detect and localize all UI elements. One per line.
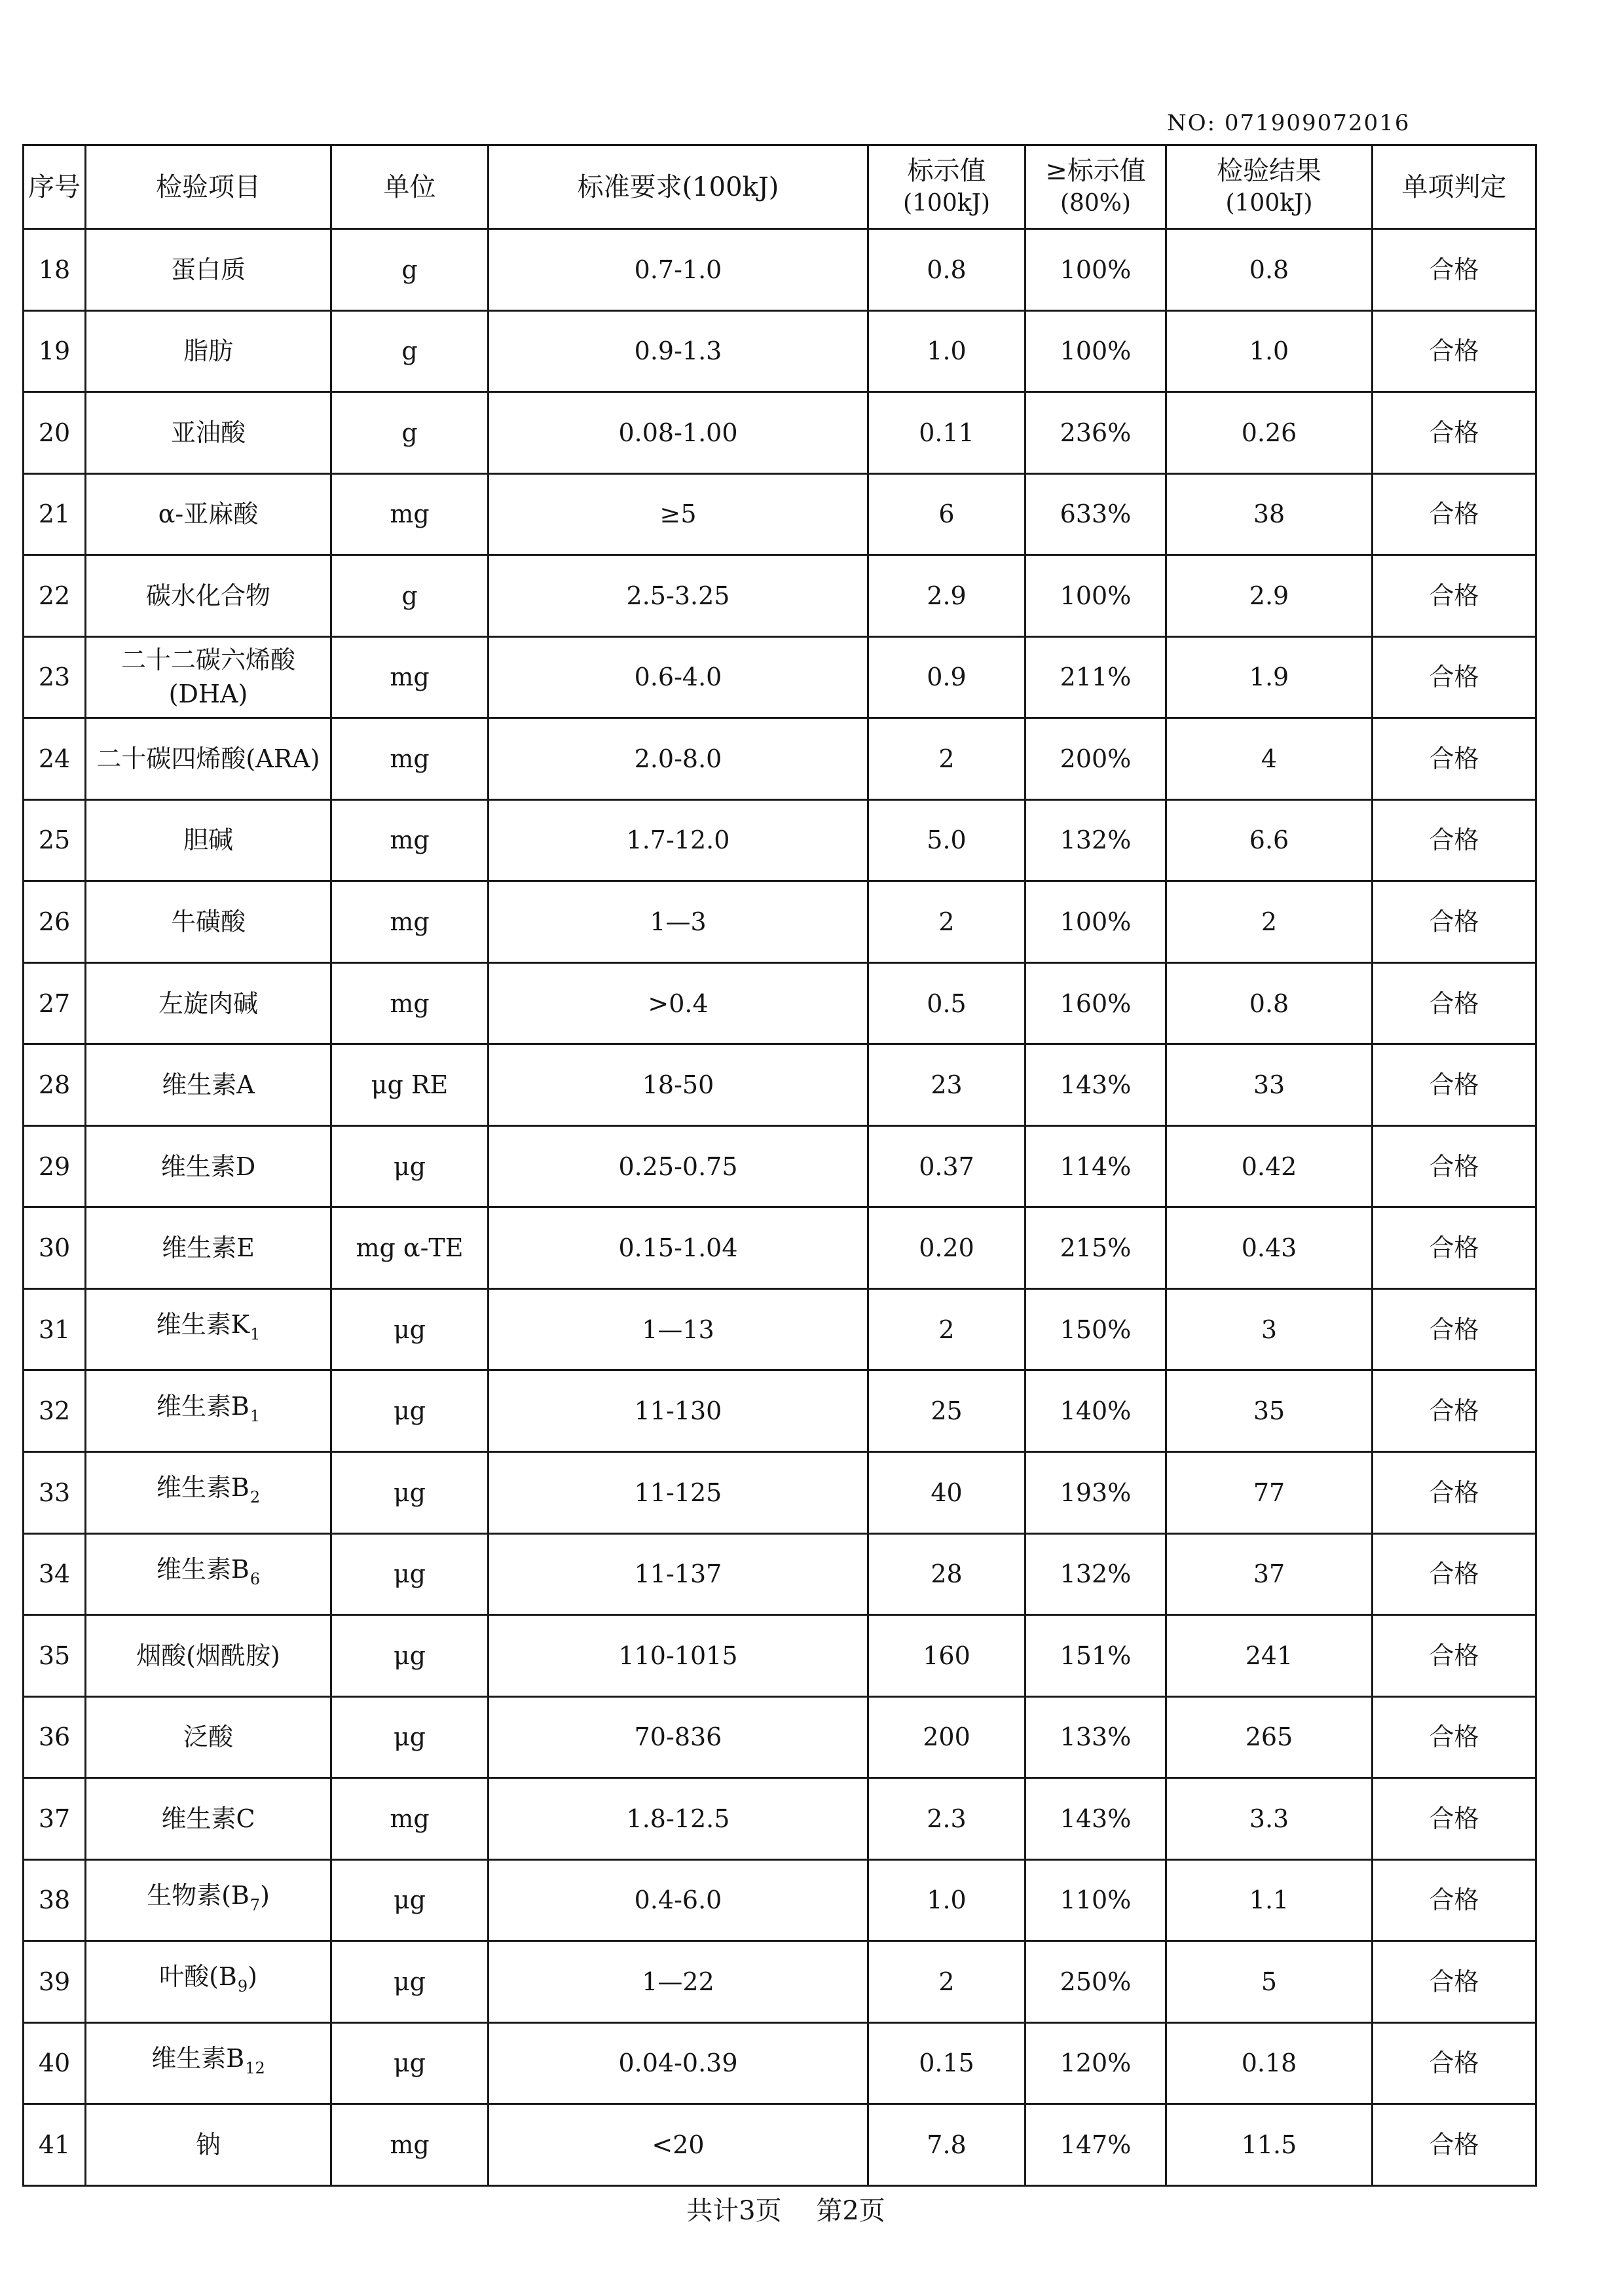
table-row bbox=[24, 1370, 1536, 1452]
cell-labeled-value: 28 bbox=[868, 1533, 1025, 1615]
cell-labeled-value: 0.37 bbox=[868, 1125, 1025, 1207]
cell-labeled-value: 5.0 bbox=[868, 799, 1025, 881]
cell-ratio: 132% bbox=[1025, 799, 1166, 881]
table-row bbox=[24, 2104, 1536, 2186]
cell-verdict: 合格 bbox=[1373, 1778, 1536, 1860]
cell-standard: 0.08-1.00 bbox=[489, 392, 868, 474]
cell-standard: 2.5-3.25 bbox=[489, 555, 868, 637]
cell-item bbox=[86, 1533, 331, 1615]
cell-unit: mg bbox=[331, 2104, 489, 2186]
header-standard: 标准要求(100kJ) bbox=[489, 145, 868, 229]
table-row bbox=[24, 1615, 1536, 1697]
cell-seq: 19 bbox=[24, 310, 86, 392]
table-row bbox=[24, 1859, 1536, 1941]
cell-item bbox=[86, 1044, 331, 1126]
header-verdict: 单项判定 bbox=[1373, 145, 1536, 229]
item-name: 维生素C bbox=[161, 1804, 255, 1833]
item-subscript: 7 bbox=[249, 1895, 261, 1914]
cell-verdict: 合格 bbox=[1373, 718, 1536, 800]
cell-seq: 33 bbox=[24, 1451, 86, 1533]
cell-labeled-value: 6 bbox=[868, 473, 1025, 555]
item-name: 泛酸 bbox=[183, 1722, 233, 1752]
cell-verdict: 合格 bbox=[1373, 962, 1536, 1044]
cell-item bbox=[86, 1207, 331, 1289]
cell-ratio: 150% bbox=[1025, 1288, 1166, 1370]
table-row bbox=[24, 2022, 1536, 2104]
cell-item bbox=[86, 1288, 331, 1370]
cell-standard: 1—3 bbox=[489, 881, 868, 963]
cell-item bbox=[86, 881, 331, 963]
cell-ratio: 143% bbox=[1025, 1044, 1166, 1126]
cell-ratio: 100% bbox=[1025, 555, 1166, 637]
item-name: 脂肪 bbox=[183, 337, 233, 366]
cell-item bbox=[86, 636, 331, 718]
cell-item bbox=[86, 555, 331, 637]
cell-item bbox=[86, 229, 331, 311]
cell-labeled-value: 2.3 bbox=[868, 1778, 1025, 1860]
cell-standard: ≥5 bbox=[489, 473, 868, 555]
cell-ratio: 132% bbox=[1025, 1533, 1166, 1615]
cell-verdict: 合格 bbox=[1373, 2104, 1536, 2186]
cell-result: 3.3 bbox=[1166, 1778, 1373, 1860]
cell-item bbox=[86, 2022, 331, 2104]
table-row bbox=[24, 799, 1536, 881]
cell-verdict: 合格 bbox=[1373, 392, 1536, 474]
cell-labeled-value: 2 bbox=[868, 881, 1025, 963]
current-page: 第2页 bbox=[816, 2196, 885, 2226]
table-row bbox=[24, 1044, 1536, 1126]
cell-verdict: 合格 bbox=[1373, 1615, 1536, 1697]
cell-labeled-value: 2 bbox=[868, 1288, 1025, 1370]
cell-unit: mg bbox=[331, 881, 489, 963]
table-row bbox=[24, 1125, 1536, 1207]
cell-seq: 20 bbox=[24, 392, 86, 474]
item-name: 维生素D bbox=[160, 1152, 256, 1181]
cell-item bbox=[86, 1125, 331, 1207]
cell-item bbox=[86, 310, 331, 392]
cell-ratio: 160% bbox=[1025, 962, 1166, 1044]
cell-ratio: 143% bbox=[1025, 1778, 1166, 1860]
item-name: 维生素K bbox=[156, 1310, 250, 1339]
table-row bbox=[24, 1288, 1536, 1370]
cell-verdict: 合格 bbox=[1373, 881, 1536, 963]
cell-result: 33 bbox=[1166, 1044, 1373, 1126]
cell-standard: 2.0-8.0 bbox=[489, 718, 868, 800]
cell-ratio: 200% bbox=[1025, 718, 1166, 800]
cell-seq: 30 bbox=[24, 1207, 86, 1289]
cell-verdict: 合格 bbox=[1373, 555, 1536, 637]
cell-verdict: 合格 bbox=[1373, 2022, 1536, 2104]
item-suffix: ) bbox=[248, 1962, 257, 1992]
cell-ratio: 100% bbox=[1025, 229, 1166, 311]
cell-labeled-value: 0.9 bbox=[868, 636, 1025, 718]
item-name: 亚油酸 bbox=[170, 418, 246, 447]
table-row bbox=[24, 310, 1536, 392]
cell-ratio: 236% bbox=[1025, 392, 1166, 474]
cell-unit: μg bbox=[331, 1288, 489, 1370]
cell-standard: >0.4 bbox=[489, 962, 868, 1044]
cell-labeled-value: 0.20 bbox=[868, 1207, 1025, 1289]
cell-seq: 26 bbox=[24, 881, 86, 963]
item-subscript: 1 bbox=[249, 1406, 261, 1425]
item-subscript: 6 bbox=[249, 1569, 261, 1588]
table-row bbox=[24, 636, 1536, 718]
total-pages: 共计3页 bbox=[686, 2196, 782, 2226]
cell-ratio: 100% bbox=[1025, 310, 1166, 392]
cell-unit: μg bbox=[331, 1451, 489, 1533]
cell-ratio: 133% bbox=[1025, 1696, 1166, 1778]
table-row bbox=[24, 962, 1536, 1044]
cell-unit: μg bbox=[331, 1859, 489, 1941]
cell-unit: mg bbox=[331, 962, 489, 1044]
header-seq: 序号 bbox=[24, 145, 86, 229]
cell-standard: 11-130 bbox=[489, 1370, 868, 1452]
cell-item bbox=[86, 1778, 331, 1860]
cell-standard: 1.7-12.0 bbox=[489, 799, 868, 881]
cell-verdict: 合格 bbox=[1373, 636, 1536, 718]
cell-verdict: 合格 bbox=[1373, 1125, 1536, 1207]
table-row bbox=[24, 1207, 1536, 1289]
cell-verdict: 合格 bbox=[1373, 229, 1536, 311]
cell-unit: μg RE bbox=[331, 1044, 489, 1126]
cell-standard: 11-125 bbox=[489, 1451, 868, 1533]
cell-labeled-value: 7.8 bbox=[868, 2104, 1025, 2186]
item-name: 生物素(B bbox=[147, 1880, 249, 1910]
cell-labeled-value: 2 bbox=[868, 718, 1025, 800]
item-subscript: 2 bbox=[249, 1488, 261, 1507]
cell-standard: 0.04-0.39 bbox=[489, 2022, 868, 2104]
item-name: 二十二碳六烯酸 bbox=[120, 646, 295, 675]
cell-unit: g bbox=[331, 392, 489, 474]
header-labeled-title: 标示值 bbox=[907, 155, 986, 186]
item-name: 维生素B bbox=[156, 1473, 249, 1503]
header-result-title: 检验结果 bbox=[1217, 155, 1321, 186]
cell-seq: 25 bbox=[24, 799, 86, 881]
item-name-line2: (DHA) bbox=[168, 680, 248, 709]
cell-result: 1.1 bbox=[1166, 1859, 1373, 1941]
cell-result: 5 bbox=[1166, 1941, 1373, 2023]
cell-result: 241 bbox=[1166, 1615, 1373, 1697]
item-name: 维生素A bbox=[162, 1070, 255, 1100]
cell-result: 77 bbox=[1166, 1451, 1373, 1533]
header-row bbox=[24, 145, 1536, 229]
cell-result: 0.18 bbox=[1166, 2022, 1373, 2104]
header-ratio-basis: (80%) bbox=[1060, 189, 1132, 217]
table-row bbox=[24, 1941, 1536, 2023]
cell-seq: 38 bbox=[24, 1859, 86, 1941]
cell-item bbox=[86, 718, 331, 800]
cell-unit: μg bbox=[331, 2022, 489, 2104]
cell-result: 265 bbox=[1166, 1696, 1373, 1778]
cell-labeled-value: 0.8 bbox=[868, 229, 1025, 311]
cell-result: 2.9 bbox=[1166, 555, 1373, 637]
cell-standard: 0.9-1.3 bbox=[489, 310, 868, 392]
cell-result: 6.6 bbox=[1166, 799, 1373, 881]
cell-seq: 39 bbox=[24, 1941, 86, 2023]
cell-seq: 35 bbox=[24, 1615, 86, 1697]
table-row bbox=[24, 1778, 1536, 1860]
cell-standard: 110-1015 bbox=[489, 1615, 868, 1697]
cell-result: 0.43 bbox=[1166, 1207, 1373, 1289]
report-number: NO: 071909072016 bbox=[1167, 110, 1411, 136]
cell-result: 0.8 bbox=[1166, 962, 1373, 1044]
cell-item bbox=[86, 1615, 331, 1697]
table-row bbox=[24, 1533, 1536, 1615]
item-name: 碳水化合物 bbox=[145, 581, 270, 610]
table-row bbox=[24, 555, 1536, 637]
cell-result: 11.5 bbox=[1166, 2104, 1373, 2186]
cell-standard: 18-50 bbox=[489, 1044, 868, 1126]
cell-item bbox=[86, 1451, 331, 1533]
item-name: 胆碱 bbox=[183, 826, 233, 855]
cell-ratio: 114% bbox=[1025, 1125, 1166, 1207]
item-name: 左旋肉碱 bbox=[158, 989, 258, 1018]
table-row bbox=[24, 1696, 1536, 1778]
cell-labeled-value: 0.11 bbox=[868, 392, 1025, 474]
cell-ratio: 100% bbox=[1025, 881, 1166, 963]
cell-seq: 32 bbox=[24, 1370, 86, 1452]
cell-ratio: 193% bbox=[1025, 1451, 1166, 1533]
cell-unit: mg bbox=[331, 718, 489, 800]
cell-standard: 0.4-6.0 bbox=[489, 1859, 868, 1941]
cell-unit: mg α-TE bbox=[331, 1207, 489, 1289]
cell-seq: 23 bbox=[24, 636, 86, 718]
cell-seq: 41 bbox=[24, 2104, 86, 2186]
header-item: 检验项目 bbox=[86, 145, 331, 229]
header-unit: 单位 bbox=[331, 145, 489, 229]
cell-result: 4 bbox=[1166, 718, 1373, 800]
cell-unit: μg bbox=[331, 1696, 489, 1778]
cell-labeled-value: 0.15 bbox=[868, 2022, 1025, 2104]
table-header bbox=[24, 145, 1536, 229]
item-name: 维生素B bbox=[151, 2043, 245, 2073]
item-subscript: 12 bbox=[245, 2058, 265, 2077]
table-row bbox=[24, 392, 1536, 474]
cell-labeled-value: 1.0 bbox=[868, 1859, 1025, 1941]
cell-item bbox=[86, 392, 331, 474]
header-result bbox=[1166, 145, 1373, 229]
header-labeled-value bbox=[868, 145, 1025, 229]
item-subscript: 9 bbox=[237, 1977, 248, 1996]
cell-labeled-value: 25 bbox=[868, 1370, 1025, 1452]
cell-item bbox=[86, 1696, 331, 1778]
cell-seq: 37 bbox=[24, 1778, 86, 1860]
cell-unit: mg bbox=[331, 473, 489, 555]
cell-unit: mg bbox=[331, 636, 489, 718]
cell-standard: <20 bbox=[489, 2104, 868, 2186]
cell-labeled-value: 1.0 bbox=[868, 310, 1025, 392]
cell-result: 0.8 bbox=[1166, 229, 1373, 311]
cell-unit: mg bbox=[331, 799, 489, 881]
item-name: 二十碳四烯酸(ARA) bbox=[96, 744, 320, 773]
item-name: 维生素E bbox=[162, 1233, 255, 1263]
cell-item bbox=[86, 799, 331, 881]
item-subscript: 1 bbox=[250, 1325, 261, 1344]
cell-item bbox=[86, 2104, 331, 2186]
cell-unit: μg bbox=[331, 1533, 489, 1615]
cell-standard: 1—22 bbox=[489, 1941, 868, 2023]
cell-verdict: 合格 bbox=[1373, 1370, 1536, 1452]
item-suffix: ) bbox=[260, 1880, 270, 1910]
cell-seq: 22 bbox=[24, 555, 86, 637]
cell-seq: 29 bbox=[24, 1125, 86, 1207]
cell-labeled-value: 40 bbox=[868, 1451, 1025, 1533]
cell-verdict: 合格 bbox=[1373, 473, 1536, 555]
item-name: 维生素B bbox=[156, 1554, 249, 1584]
cell-standard: 1—13 bbox=[489, 1288, 868, 1370]
table-row bbox=[24, 718, 1536, 800]
cell-result: 37 bbox=[1166, 1533, 1373, 1615]
cell-verdict: 合格 bbox=[1373, 1044, 1536, 1126]
cell-unit: μg bbox=[331, 1615, 489, 1697]
table-body bbox=[24, 229, 1536, 2186]
cell-result: 0.26 bbox=[1166, 392, 1373, 474]
cell-standard: 70-836 bbox=[489, 1696, 868, 1778]
cell-result: 0.42 bbox=[1166, 1125, 1373, 1207]
cell-labeled-value: 0.5 bbox=[868, 962, 1025, 1044]
cell-standard: 0.6-4.0 bbox=[489, 636, 868, 718]
cell-labeled-value: 23 bbox=[868, 1044, 1025, 1126]
table-row bbox=[24, 473, 1536, 555]
cell-verdict: 合格 bbox=[1373, 1451, 1536, 1533]
cell-seq: 36 bbox=[24, 1696, 86, 1778]
table-row bbox=[24, 1451, 1536, 1533]
cell-seq: 21 bbox=[24, 473, 86, 555]
cell-verdict: 合格 bbox=[1373, 1207, 1536, 1289]
cell-labeled-value: 160 bbox=[868, 1615, 1025, 1697]
cell-unit: g bbox=[331, 310, 489, 392]
item-name: 维生素B bbox=[156, 1391, 249, 1421]
cell-seq: 18 bbox=[24, 229, 86, 311]
item-name: 牛磺酸 bbox=[170, 907, 246, 937]
item-name: 烟酸(烟酰胺) bbox=[136, 1641, 280, 1670]
cell-unit: g bbox=[331, 229, 489, 311]
cell-result: 1.0 bbox=[1166, 310, 1373, 392]
cell-verdict: 合格 bbox=[1373, 1533, 1536, 1615]
cell-verdict: 合格 bbox=[1373, 1696, 1536, 1778]
item-name: 蛋白质 bbox=[170, 255, 246, 284]
cell-seq: 34 bbox=[24, 1533, 86, 1615]
page-footer bbox=[0, 2190, 1572, 2227]
cell-result: 38 bbox=[1166, 473, 1373, 555]
cell-item bbox=[86, 1941, 331, 2023]
cell-unit: μg bbox=[331, 1370, 489, 1452]
cell-ratio: 211% bbox=[1025, 636, 1166, 718]
header-ratio-title: ≥标示值 bbox=[1045, 155, 1146, 186]
header-ratio bbox=[1025, 145, 1166, 229]
cell-ratio: 633% bbox=[1025, 473, 1166, 555]
header-result-basis: (100kJ) bbox=[1225, 189, 1313, 217]
cell-seq: 24 bbox=[24, 718, 86, 800]
cell-verdict: 合格 bbox=[1373, 310, 1536, 392]
cell-seq: 40 bbox=[24, 2022, 86, 2104]
cell-ratio: 120% bbox=[1025, 2022, 1166, 2104]
cell-result: 1.9 bbox=[1166, 636, 1373, 718]
cell-verdict: 合格 bbox=[1373, 1288, 1536, 1370]
cell-labeled-value: 200 bbox=[868, 1696, 1025, 1778]
cell-ratio: 215% bbox=[1025, 1207, 1166, 1289]
header-labeled-basis: (100kJ) bbox=[902, 189, 991, 217]
cell-item bbox=[86, 962, 331, 1044]
cell-seq: 27 bbox=[24, 962, 86, 1044]
cell-result: 3 bbox=[1166, 1288, 1373, 1370]
cell-verdict: 合格 bbox=[1373, 799, 1536, 881]
cell-ratio: 250% bbox=[1025, 1941, 1166, 2023]
cell-ratio: 140% bbox=[1025, 1370, 1166, 1452]
cell-unit: μg bbox=[331, 1125, 489, 1207]
cell-result: 2 bbox=[1166, 881, 1373, 963]
table-row bbox=[24, 229, 1536, 311]
cell-unit: g bbox=[331, 555, 489, 637]
cell-item bbox=[86, 1370, 331, 1452]
cell-item bbox=[86, 1859, 331, 1941]
cell-ratio: 147% bbox=[1025, 2104, 1166, 2186]
cell-standard: 1.8-12.5 bbox=[489, 1778, 868, 1860]
cell-labeled-value: 2 bbox=[868, 1941, 1025, 2023]
cell-ratio: 110% bbox=[1025, 1859, 1166, 1941]
cell-standard: 0.25-0.75 bbox=[489, 1125, 868, 1207]
cell-result: 35 bbox=[1166, 1370, 1373, 1452]
item-name: α-亚麻酸 bbox=[158, 500, 259, 529]
cell-standard: 11-137 bbox=[489, 1533, 868, 1615]
cell-labeled-value: 2.9 bbox=[868, 555, 1025, 637]
cell-standard: 0.7-1.0 bbox=[489, 229, 868, 311]
cell-seq: 31 bbox=[24, 1288, 86, 1370]
cell-unit: mg bbox=[331, 1778, 489, 1860]
cell-standard: 0.15-1.04 bbox=[489, 1207, 868, 1289]
cell-ratio: 151% bbox=[1025, 1615, 1166, 1697]
inspection-table bbox=[22, 144, 1537, 2187]
cell-item bbox=[86, 473, 331, 555]
table-row bbox=[24, 881, 1536, 963]
item-name: 叶酸(B bbox=[159, 1962, 237, 1992]
item-name: 钠 bbox=[195, 2130, 221, 2160]
cell-verdict: 合格 bbox=[1373, 1941, 1536, 2023]
cell-verdict: 合格 bbox=[1373, 1859, 1536, 1941]
cell-seq: 28 bbox=[24, 1044, 86, 1126]
cell-unit: μg bbox=[331, 1941, 489, 2023]
